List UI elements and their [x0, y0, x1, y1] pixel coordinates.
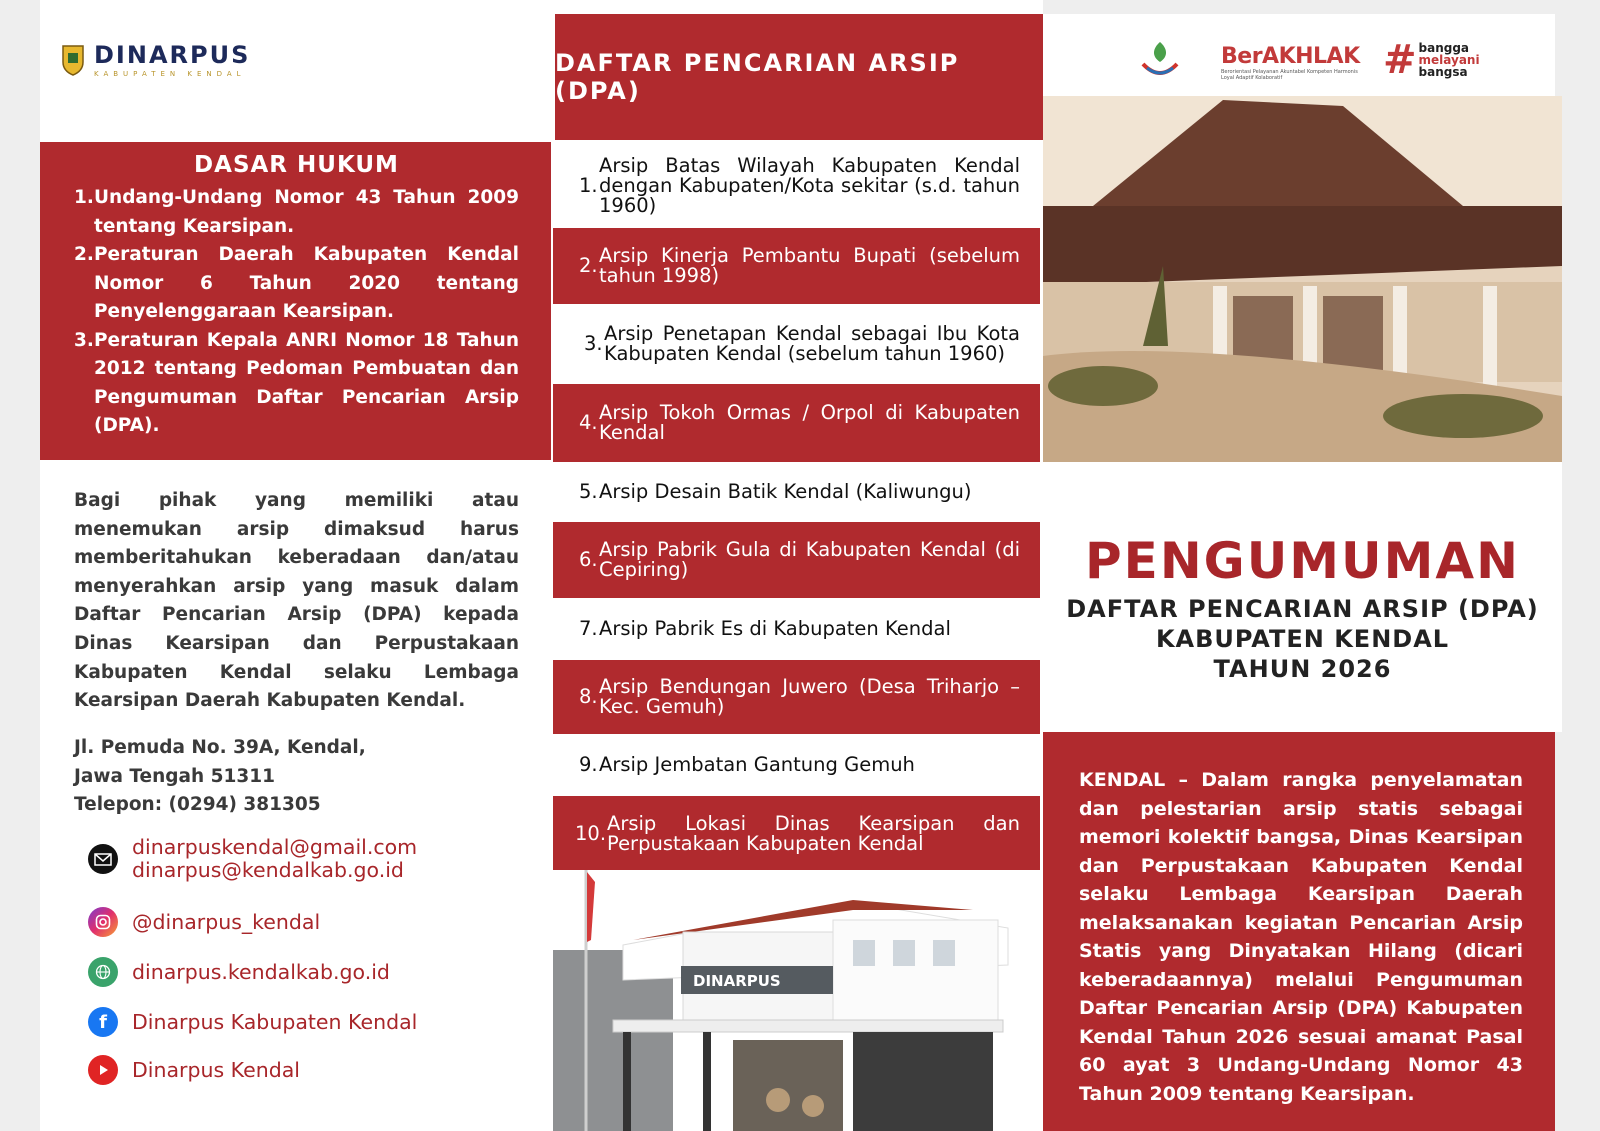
- dinarpus-building-photo: [553, 870, 1040, 1131]
- contact-facebook: [88, 1007, 417, 1037]
- berakhlak-logo: [1221, 44, 1371, 81]
- law-text: Peraturan Daerah Kabupaten Kendal Nomor 6 Tahun 2020 tentang Penyelenggaraan Kearsipan.: [94, 244, 519, 322]
- law-number: 3.: [74, 329, 94, 351]
- dpa-item-number: 10.: [575, 822, 607, 845]
- building-sign-text: DINARPUS: [693, 972, 781, 990]
- dpa-item-text: Arsip Lokasi Dinas Kearsipan dan Perpustakaan Kabupaten Kendal: [607, 812, 1020, 855]
- dpa-item-number: 2.: [579, 254, 598, 277]
- phone-number: Telepon: (0294) 381305: [74, 794, 321, 816]
- dpa-item-number: 5.: [579, 480, 598, 503]
- bangga-melayani-logo: [1383, 37, 1480, 83]
- berakhlak-wordmark: BerAKHLAK: [1221, 44, 1360, 69]
- email-link[interactable]: dinarpuskendal@gmail.com: [132, 835, 418, 859]
- dpa-item-text: Arsip Kinerja Pembantu Bupati (sebelum tahun 1998): [599, 244, 1020, 287]
- dpa-item-number: 3.: [584, 332, 603, 355]
- dpa-item-text: Arsip Bendungan Juwero (Desa Triharjo – Kec. Gemuh): [599, 675, 1020, 718]
- dpa-list-item: [553, 228, 1040, 304]
- dpa-item-text: Arsip Tokoh Ormas / Orpol di Kabupaten Kendal: [599, 401, 1020, 444]
- mail-icon: [88, 844, 118, 874]
- main-title: PENGUMUMAN: [1085, 532, 1520, 590]
- dpa-list-item: [553, 660, 1040, 734]
- dasar-hukum-title: DASAR HUKUM: [194, 152, 399, 178]
- pendopo-photo: [1043, 96, 1562, 462]
- berakhlak-tagline: Berorientasi Pelayanan Akuntabel Kompeten Harmonis Loyal Adaptif Kolaboratif: [1221, 69, 1358, 81]
- email-link[interactable]: dinarpus@kendalkab.go.id: [132, 858, 404, 882]
- dpa-item-text: Arsip Batas Wilayah Kabupaten Kendal dengan Kabupaten/Kota sekitar (s.d. tahun 1960): [599, 154, 1020, 217]
- dpa-item-number: 4.: [579, 411, 598, 434]
- dpa-item-text: Arsip Penetapan Kendal sebagai Ibu Kota Kabupaten Kendal (sebelum tahun 1960): [604, 322, 1020, 365]
- contact-instagram: [88, 907, 320, 937]
- youtube-icon: [88, 1055, 118, 1085]
- bangga-line: melayani: [1418, 53, 1480, 67]
- law-item: [74, 327, 519, 441]
- dpa-list-item: [553, 796, 1040, 872]
- dpa-item-number: 9.: [579, 753, 598, 776]
- dpa-list-item: [553, 462, 1040, 522]
- address-block: [74, 734, 519, 820]
- address-line: Jl. Pemuda No. 39A, Kendal,: [74, 737, 366, 758]
- dpa-item-text: Arsip Jembatan Gantung Gemuh: [599, 753, 915, 776]
- subtitle-line: DAFTAR PENCARIAN ARSIP (DPA): [1066, 595, 1539, 623]
- announcement-text: KENDAL – Dalam rangka penyelamatan dan pelestarian arsip statis sebagai memori kolektif bangsa, Dinas Kearsipan dan Perpustakaan Kabupaten Kendal selaku Lembaga Kearsipan Daerah melaksanakan kegiatan Pencarian Arsip Statis yang Dinyatakan Hilang (dicari keberadaannya) melalui Pengumuman Daftar Pencarian Arsip (DPA) Kabupaten Kendal Tahun 2026 sesuai amanat Pasal 60 ayat 3 Undang-Undang Nomor 43 Tahun 2009 tentang Kearsipan.: [1079, 769, 1523, 1105]
- youtube-channel[interactable]: Dinarpus Kendal: [132, 1058, 300, 1082]
- subtitle-line: KABUPATEN KENDAL: [1155, 625, 1450, 653]
- logo-subtitle: KABUPATEN KENDAL: [94, 69, 246, 78]
- instagram-handle[interactable]: @dinarpus_kendal: [132, 910, 321, 934]
- globe-icon: [88, 957, 118, 987]
- contact-email: [88, 836, 417, 882]
- dpa-item-number: 1.: [579, 174, 598, 197]
- notice-paragraph: Bagi pihak yang memiliki atau menemukan arsip dimaksud harus memberitahukan keberadaan dan/atau menyerahkan arsip yang masuk dalam Daftar Pencarian Arsip (DPA) kepada Dinas Kearsipan dan Perpustakaan Kabupaten Kendal selaku Lembaga Kearsipan Daerah Kabupaten Kendal.: [74, 490, 519, 712]
- facebook-page[interactable]: Dinarpus Kabupaten Kendal: [132, 1010, 418, 1034]
- law-number: 2.: [74, 244, 94, 265]
- law-text: Undang-Undang Nomor 43 Tahun 2009 tentang Kearsipan.: [94, 187, 519, 237]
- law-text: Peraturan Kepala ANRI Nomor 18 Tahun 2012 tentang Pedoman Pembuatan dan Pengumuman Daftar Pencarian Arsip (DPA).: [94, 329, 519, 436]
- pemkab-logo-icon: [1137, 38, 1183, 84]
- bangga-line: bangga: [1418, 41, 1470, 55]
- logo-name: DINARPUS: [94, 40, 251, 69]
- dpa-header: DAFTAR PENCARIAN ARSIP (DPA): [555, 14, 1043, 140]
- kendal-emblem-icon: [60, 44, 86, 76]
- dpa-item-text: Arsip Desain Batik Kendal (Kaliwungu): [599, 480, 972, 503]
- subtitle-line: TAHUN 2026: [1213, 655, 1392, 683]
- dpa-item-number: 7.: [579, 617, 598, 640]
- address-line: Jawa Tengah 51311: [74, 765, 275, 787]
- dpa-list-item: [553, 734, 1040, 796]
- dasar-hukum-box: [40, 142, 551, 460]
- hashtag-mark: #: [1383, 37, 1417, 83]
- dpa-item-text: Arsip Pabrik Gula di Kabupaten Kendal (di Cepiring): [599, 538, 1020, 581]
- dpa-item-number: 6.: [579, 548, 598, 571]
- dpa-list-item: [553, 304, 1040, 384]
- dpa-list-item: [553, 522, 1040, 598]
- facebook-icon: f: [88, 1007, 118, 1037]
- dpa-item-text: Arsip Pabrik Es di Kabupaten Kendal: [599, 617, 951, 640]
- dpa-list-item: [553, 598, 1040, 660]
- law-item: [74, 184, 519, 241]
- dpa-list-item: [553, 146, 1040, 226]
- law-number: 1.: [74, 187, 94, 208]
- instagram-icon: [88, 907, 118, 937]
- bangga-line: bangsa: [1418, 65, 1468, 79]
- contact-youtube: [88, 1055, 300, 1085]
- website-link[interactable]: dinarpus.kendalkab.go.id: [132, 960, 390, 984]
- dpa-item-number: 8.: [579, 685, 598, 708]
- announcement-box: [1043, 732, 1555, 1131]
- dpa-list-item: [553, 384, 1040, 462]
- title-area: [1043, 462, 1562, 732]
- top-logos-bar: [1043, 14, 1555, 98]
- dinarpus-logo: [60, 42, 250, 78]
- contact-website: [88, 957, 390, 987]
- law-item: [74, 241, 519, 327]
